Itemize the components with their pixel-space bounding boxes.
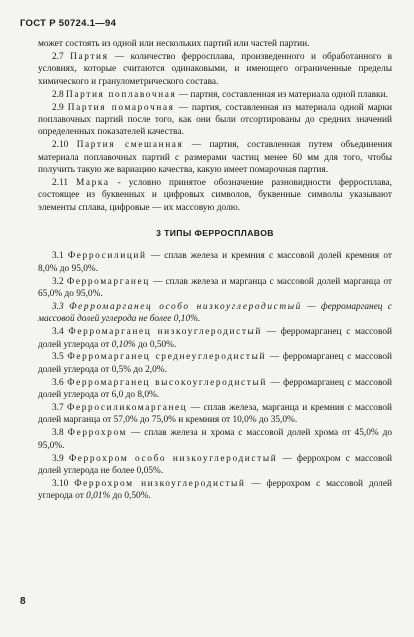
definition-text: — ферромарганец с массовой долей углерода не более 0,10%. xyxy=(38,301,392,325)
clause-number: 3.9 xyxy=(52,453,69,464)
clause-number: 3.5 xyxy=(52,352,68,363)
term: Марка xyxy=(76,177,110,188)
type-3-9 xyxy=(38,453,392,478)
definition-2-7 xyxy=(38,51,392,88)
term: Партия смешанная xyxy=(76,140,184,151)
term: Ферромарганец xyxy=(66,276,150,287)
definition-text: — ферромарганец с массовой долей углерода от xyxy=(38,327,392,350)
type-3-5 xyxy=(38,351,392,376)
clause-number: 2.10 xyxy=(52,140,77,151)
definition-2-8 xyxy=(38,89,392,101)
definition-2-9 xyxy=(38,102,392,139)
definition-text: — количество ферросплава, произведенного и обработанного в условиях, которые считаются одинаковыми, и имеющего ограниченные пределы химического и гранулометрического состава. xyxy=(38,51,393,87)
term: Ферромарганец низкоуглеродистый xyxy=(68,327,263,338)
value: 0,10% xyxy=(111,339,136,350)
page-header: ГОСТ Р 50724.1—94 xyxy=(20,18,117,29)
value: 0,01% xyxy=(86,491,111,502)
definition-text: - условно принятое обозначение разновидности ферросплава, состоящее из буквенных и цифровых символов, буквенные символы указывают элементы сплава, цифровые — их массовую долю. xyxy=(38,177,393,213)
clause-number: 3.6 xyxy=(52,377,68,388)
term: Феррохром низкоуглеродистый xyxy=(74,479,246,489)
section-title: 3 ТИПЫ ФЕРРОСПЛАВОВ xyxy=(156,228,274,239)
term: Партия xyxy=(70,51,109,62)
definition-text: — ферромарганец с массовой долей углерода от 6,0 до 8,0%. xyxy=(38,377,392,401)
clause-number: 3.7 xyxy=(52,403,68,414)
type-3-4 xyxy=(38,326,392,351)
term: Ферромарганец особо низкоуглеродистый xyxy=(69,301,302,312)
definition-text: до 0,50%. xyxy=(110,491,151,502)
definition-text: — феррохром с массовой долей углерода не более 0,05%. xyxy=(38,453,392,477)
definition-text: — сплав железа, марганца и кремния с массовой долей марганца от 57,0% до 75,0% и кремния от 10,0% до 35,0%. xyxy=(38,403,393,426)
type-3-6 xyxy=(38,377,392,402)
definition-text: — сплав железа и кремния с массовой долей кремния от 8,0% до 95,0%. xyxy=(38,251,392,274)
clause-number: 2.9 xyxy=(52,102,68,113)
clause-number: 3.1 xyxy=(52,251,68,262)
type-3-1 xyxy=(38,250,392,275)
definition-text: — партия, составленная из материала одной плавки. xyxy=(176,89,388,100)
clause-number: 3.8 xyxy=(52,428,68,439)
paragraph-intro: может состоять из одной или нескольких партий или частей партии. xyxy=(38,39,310,49)
clause-number: 3.4 xyxy=(52,327,69,338)
term: Феррохром особо низкоуглеродистый xyxy=(68,453,278,464)
page-number: 8 xyxy=(20,596,26,607)
definition-text: — партия, составленная путем объединения материала поплавочных партий с размерами частиц менее 60 мм для того, чтобы получить такую же вариацию качества, какую имеет помарочная партия. xyxy=(38,140,392,176)
clause-number: 2.8 xyxy=(52,89,67,100)
term: Ферросиликомарганец xyxy=(67,403,188,414)
type-3-7 xyxy=(38,402,392,427)
definition-2-10 xyxy=(38,139,392,176)
type-3-10 xyxy=(38,478,392,503)
definition-text: — феррохром с массовой долей углерода от xyxy=(38,479,392,502)
definition-text: — сплав железа и марганца с массовой долей марганца от 65,0% до 95,0%. xyxy=(38,276,393,299)
term: Феррохром xyxy=(67,428,128,439)
definition-2-11 xyxy=(38,177,392,214)
term: Партия поплавочная xyxy=(66,89,177,100)
definition-text: — ферромарганец с массовой долей углерода от 0,5% до 2,0%. xyxy=(38,352,393,375)
definition-text: до 0,50%. xyxy=(135,339,177,350)
term: Ферросилиций xyxy=(67,251,147,262)
clause-number: 3.3 xyxy=(52,301,70,312)
type-3-3 xyxy=(38,301,392,326)
type-3-2 xyxy=(38,276,392,301)
definition-text: — сплав железа и хрома с массовой долей хрома от 45,0% до 95,0%. xyxy=(38,428,393,451)
clause-number: 2.11 xyxy=(52,177,76,188)
clause-number: 3.2 xyxy=(52,276,67,287)
type-3-8 xyxy=(38,427,392,452)
term: Ферромарганец высокоуглеродистый xyxy=(67,377,267,388)
term: Партия помарочная xyxy=(67,102,175,113)
term: Ферромарганец среднеуглеродистый xyxy=(67,352,267,363)
definition-text: — партия, составленная из материала одной марки поплавочных партий после того, как они были отсортированы до средних значений определенных показателей качества. xyxy=(38,102,392,138)
clause-number: 3.10 xyxy=(52,479,75,489)
clause-number: 2.7 xyxy=(52,51,71,62)
